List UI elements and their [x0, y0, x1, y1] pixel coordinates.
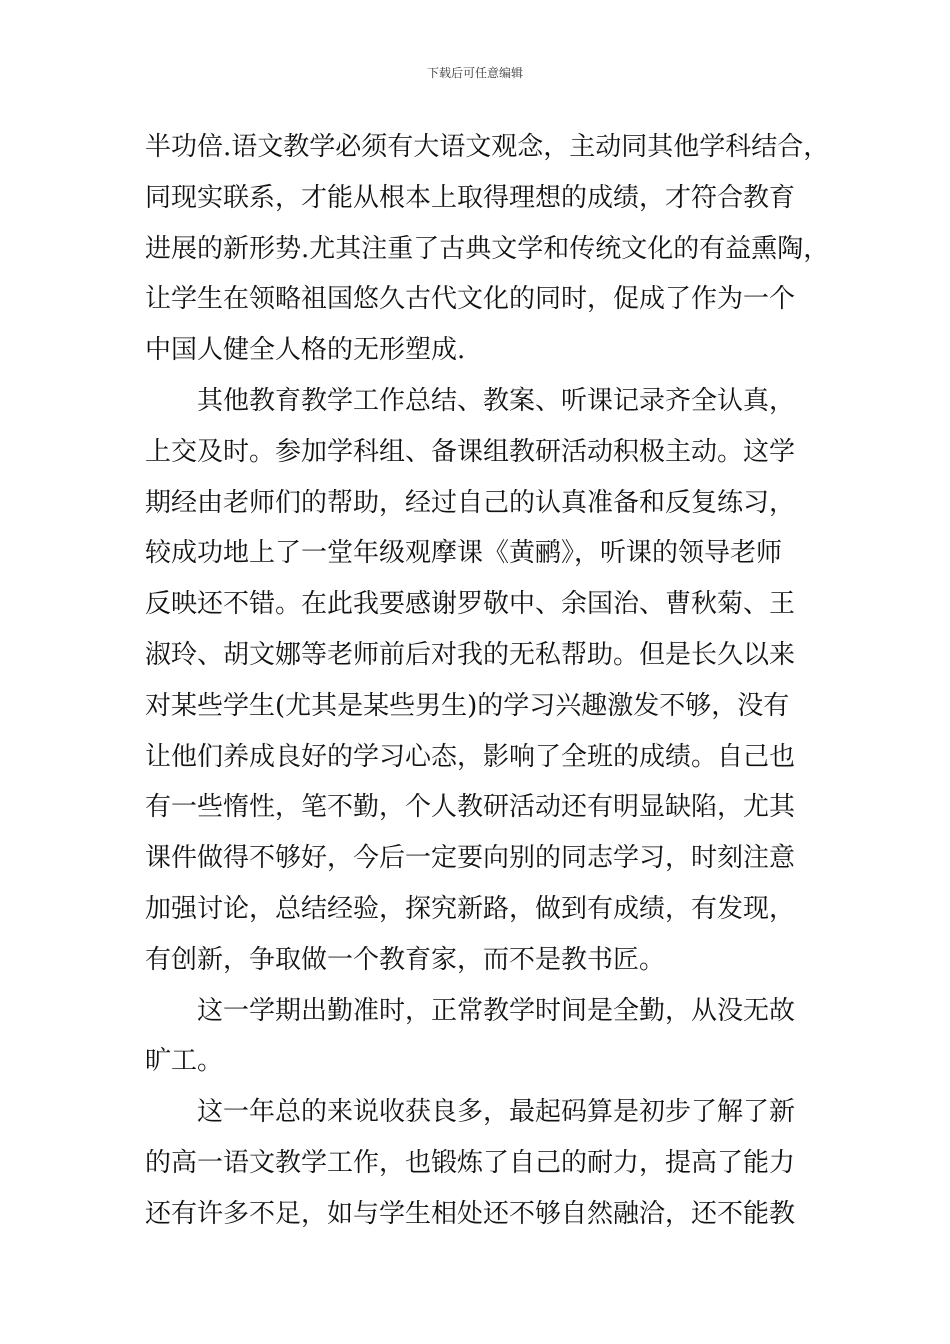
text-line: 较成功地上了一堂年级观摩课《黄鹂》，听课的领导老师: [145, 538, 783, 569]
page-header: 下载后可任意编辑: [426, 66, 523, 80]
text-line: 中国人健全人格的无形塑成.: [145, 335, 466, 366]
text-line: 的高一语文教学工作，也锻炼了自己的耐力，提高了能力: [145, 1147, 796, 1178]
text-line: 还有许多不足，如与学生相处还不够自然融洽，还不能教: [145, 1198, 796, 1229]
text-line: 期经由老师们的帮助，经过自己的认真准备和反复练习，: [145, 487, 796, 518]
text-line: 进展的新形势.尤其注重了古典文学和传统文化的有益熏陶，: [145, 233, 830, 264]
text-line: 让学生在领略祖国悠久古代文化的同时，促成了作为一个: [145, 284, 796, 315]
text-line: 加强讨论，总结经验，探究新路，做到有成绩，有发现，: [145, 893, 796, 924]
text-line: 有一些惰性，笔不勤，个人教研活动还有明显缺陷，尤其: [145, 792, 796, 823]
paragraph-first-line: 这一学期出勤准时，正常教学时间是全勤，从没无故: [197, 995, 796, 1026]
text-line: 反映还不错。在此我要感谢罗敬中、余国治、曹秋菊、王: [145, 589, 796, 620]
document-body: [145, 127, 835, 1245]
text-line: 同现实联系，才能从根本上取得理想的成绩，才符合教育: [145, 182, 796, 213]
paragraph-first-line: 这一年总的来说收获良多，最起码算是初步了解了新: [197, 1097, 796, 1128]
text-line: 旷工。: [145, 1046, 224, 1077]
text-line: 让他们养成良好的学习心态，影响了全班的成绩。自己也: [145, 741, 796, 772]
text-line: 淑玲、胡文娜等老师前后对我的无私帮助。但是长久以来: [145, 639, 796, 670]
text-line: 上交及时。参加学科组、备课组教研活动积极主动。这学: [145, 436, 796, 467]
text-line: 课件做得不够好，今后一定要向别的同志学习，时刻注意: [145, 843, 796, 874]
text-line: 半功倍.语文教学必须有大语文观念，主动同其他学科结合，: [145, 132, 830, 162]
text-line: 对某些学生(尤其是某些男生)的学习兴趣激发不够，没有: [145, 690, 790, 721]
text-line: 有创新，争取做一个教育家，而不是教书匠。: [145, 944, 666, 975]
paragraph-first-line: 其他教育教学工作总结、教案、听课记录齐全认真，: [197, 385, 796, 416]
